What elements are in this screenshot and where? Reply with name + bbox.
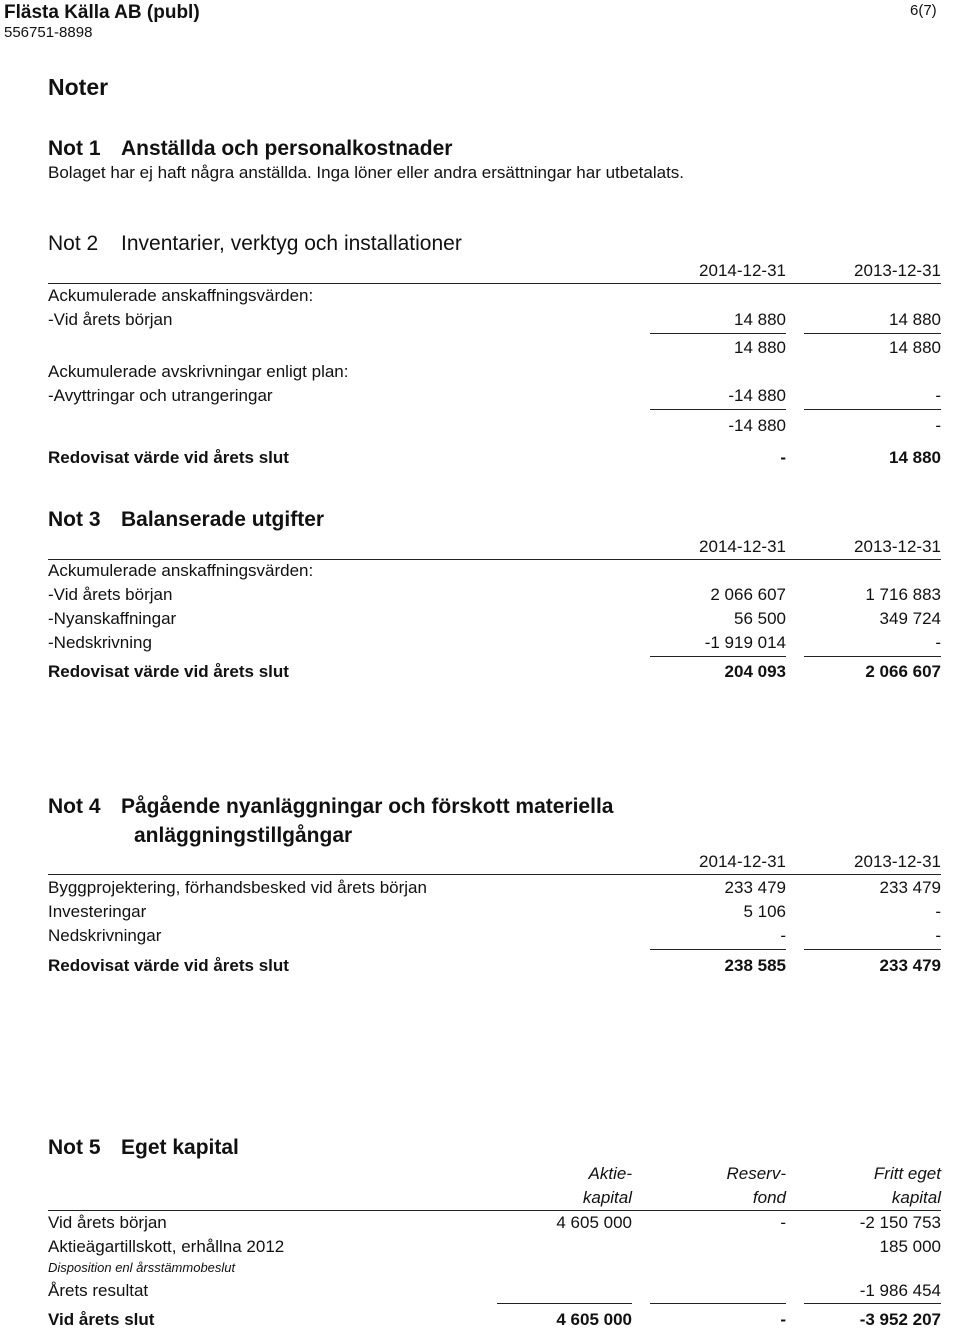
note3-row-v2: - [935, 633, 941, 652]
note5-col3-header: Fritt eget [873, 1164, 941, 1183]
note2-heading [48, 232, 462, 256]
note3-total-label: Redovisat värde vid årets slut [48, 662, 289, 681]
note2-row-v1: -14 880 [728, 416, 786, 435]
note4-total-v2: 233 479 [879, 956, 941, 975]
note4-row-label: Investeringar [48, 902, 147, 921]
note2-subtotal-rule [650, 333, 786, 334]
note3-header-rule [48, 559, 941, 560]
note3-title: Balanserade utgifter [121, 508, 325, 531]
note4-row-v1: 5 106 [743, 902, 786, 921]
note3-col1-header: 2014-12-31 [699, 537, 786, 556]
note2-row-v1: -14 880 [728, 386, 786, 405]
note4-subtotal-rule [650, 949, 786, 950]
note5-row-v1: 4 605 000 [556, 1213, 632, 1232]
note4-row-v1: 233 479 [724, 878, 786, 897]
note2-header-rule [48, 283, 941, 284]
note5-row-label: Vid årets början [48, 1213, 167, 1232]
note5-total-v1: 4 605 000 [556, 1310, 632, 1329]
note5-subtotal-rule [650, 1303, 786, 1304]
note5-subtotal-rule [804, 1303, 941, 1304]
note3-row-v1: 2 066 607 [710, 585, 786, 604]
note5-col2-header: Reserv- [726, 1164, 786, 1183]
note3-total-v2: 2 066 607 [865, 662, 941, 681]
note2-row-v2: - [935, 416, 941, 435]
note3-row-v1: -1 919 014 [704, 633, 786, 652]
note4-total-v1: 238 585 [724, 956, 786, 975]
note4-heading [48, 795, 613, 819]
note2-number: Not 2 [48, 232, 99, 255]
note5-header-rule [48, 1210, 941, 1211]
note4-col1-header: 2014-12-31 [699, 852, 786, 871]
company-name: Flästa Källa AB (publ) [4, 2, 200, 23]
note2-row-v2: 14 880 [889, 338, 941, 357]
note3-row-v2: 1 716 883 [865, 585, 941, 604]
note2-row-label: -Vid årets början [48, 310, 173, 329]
note5-col1-header: kapital [582, 1188, 632, 1207]
note4-row-label: Nedskrivningar [48, 926, 162, 945]
note5-number: Not 5 [48, 1136, 101, 1159]
note5-col3-header: kapital [891, 1188, 941, 1207]
note4-header-rule [48, 874, 941, 875]
note4-subtotal-rule [804, 949, 941, 950]
note4-total-label: Redovisat värde vid årets slut [48, 956, 289, 975]
note3-subtotal-rule [650, 656, 786, 657]
note1-title: Anställda och personalkostnader [121, 137, 453, 160]
note5-title: Eget kapital [121, 1136, 239, 1159]
note2-total-v1: - [780, 448, 786, 467]
note3-row-label: -Nedskrivning [48, 633, 152, 652]
note1-heading [48, 137, 452, 161]
note2-row-v1: 14 880 [734, 310, 786, 329]
note2-subtotal-rule [804, 333, 941, 334]
note4-title: Pågående nyanläggningar och förskott materiella [121, 795, 614, 818]
note5-row-v2: - [780, 1213, 786, 1232]
note5-row-v3: 185 000 [879, 1237, 941, 1256]
org-number: 556751-8898 [4, 24, 93, 41]
note3-subtotal-rule [804, 656, 941, 657]
page-title: Noter [48, 74, 109, 100]
note4-row-v2: 233 479 [879, 878, 941, 897]
note5-total-label: Vid årets slut [48, 1310, 155, 1329]
note3-heading [48, 508, 324, 532]
note2-total-v2: 14 880 [889, 448, 941, 467]
note2-total-label: Redovisat värde vid årets slut [48, 448, 289, 467]
note2-subtotal-rule [804, 409, 941, 410]
note5-row-label: Disposition enl årsstämmobeslut [48, 1260, 236, 1275]
note3-col2-header: 2013-12-31 [854, 537, 941, 556]
note2-row-v2: 14 880 [889, 310, 941, 329]
note2-subtotal-rule [650, 409, 786, 410]
note5-total-v3: -3 952 207 [859, 1310, 941, 1329]
note2-row-label: -Avyttringar och utrangeringar [48, 386, 273, 405]
note2-row-label: Ackumulerade avskrivningar enligt plan: [48, 362, 349, 381]
note5-row-v3: -1 986 454 [859, 1281, 941, 1300]
note5-col2-header: fond [752, 1188, 786, 1207]
note4-row-v2: - [935, 926, 941, 945]
note2-col2-header: 2013-12-31 [854, 261, 941, 280]
note5-heading [48, 1136, 239, 1160]
note3-row-v2: 349 724 [879, 609, 941, 628]
note4-col2-header: 2013-12-31 [854, 852, 941, 871]
note4-row-label: Byggprojektering, förhandsbesked vid årets början [48, 878, 427, 897]
note3-total-v1: 204 093 [724, 662, 786, 681]
note2-col1-header: 2014-12-31 [699, 261, 786, 280]
note5-col1-header: Aktie- [588, 1164, 632, 1183]
note4-row-v2: - [935, 902, 941, 921]
note3-row-label: -Nyanskaffningar [48, 609, 177, 628]
note3-number: Not 3 [48, 508, 101, 531]
note3-row-v1: 56 500 [734, 609, 786, 628]
note2-row-v2: - [935, 386, 941, 405]
note4-title-line2: anläggningstillgångar [134, 824, 353, 847]
note1-number: Not 1 [48, 137, 101, 160]
page-number: 6(7) [910, 2, 937, 19]
note4-number: Not 4 [48, 795, 101, 818]
note1-text: Bolaget har ej haft några anställda. Inga löner eller andra ersättningar har utbetalats. [48, 163, 685, 182]
note4-row-v1: - [780, 926, 786, 945]
note5-row-label: Aktieägartillskott, erhållna 2012 [48, 1237, 285, 1256]
note2-row-label: Ackumulerade anskaffningsvärden: [48, 286, 314, 305]
note2-title: Inventarier, verktyg och installationer [121, 232, 462, 255]
note5-row-v3: -2 150 753 [859, 1213, 941, 1232]
note3-row-label: -Vid årets början [48, 585, 173, 604]
note3-row-label: Ackumulerade anskaffningsvärden: [48, 561, 314, 580]
note5-total-v2: - [780, 1310, 786, 1329]
note5-row-label: Årets resultat [48, 1281, 149, 1300]
note5-subtotal-rule [497, 1303, 632, 1304]
note2-row-v1: 14 880 [734, 338, 786, 357]
